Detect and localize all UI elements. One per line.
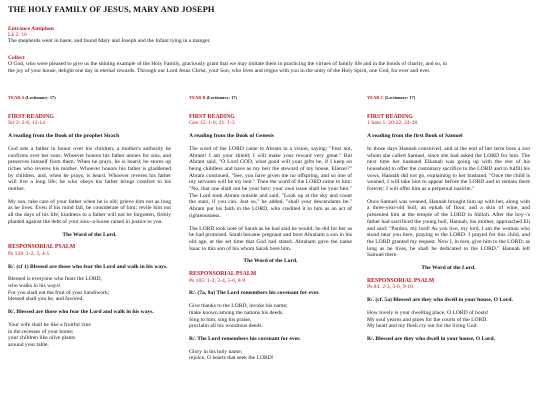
psalm-line: How lovely is your dwelling place, O LORD of hosts! — [367, 309, 489, 316]
column-year-a — [8, 95, 171, 355]
reading-paragraph: God sets a father in honor over his children; a mother's authority he confirms over her sons. Whoever honors his father atones for sins, and preserves himself from them. When he prays, he is heard; he stores up riches who reveres his mother. Whoever honors his father is gladdened by children, and, when he prays, is heard. Whoever reveres his father will live a long life; he who obeys his father brings comfort to his mother. — [8, 145, 171, 193]
psalm-line: Your wife shall be like a fruitful vine — [8, 321, 91, 328]
first-reading-label: FIRST READING — [8, 113, 54, 120]
psalm-response-repeat: R/. Blessed are they who dwell in your house, O Lord. — [367, 335, 495, 342]
collect-label: Collect — [8, 55, 25, 61]
psalm-line: your children like olive plants — [8, 335, 76, 342]
psalm-response-repeat: R/. Blessed are those who fear the Lord and walk in his ways. — [8, 309, 154, 316]
responsorial-label: RESPONSORIAL PSALM — [367, 277, 435, 284]
psalm-ref: Ps 128: 1-2, 3, 4-5 — [8, 250, 50, 257]
lectionary-label: (Lectionary: 17) — [384, 95, 416, 100]
psalm-ref: Ps 105: 1-2, 3-4, 5-6, 8-9 — [189, 277, 246, 284]
psalm-line: around your table. — [8, 341, 49, 348]
year-c-label: YEAR C — [367, 95, 384, 100]
column-year-c — [367, 95, 530, 349]
psalm-line: Glory in his holy name; — [189, 348, 243, 355]
responsorial-label: RESPONSORIAL PSALM — [8, 244, 76, 251]
entrance-text: The shepherds went in haste, and found Mary and Joseph and the Infant lying in a manger. — [8, 38, 211, 44]
first-reading-label: FIRST READING — [367, 113, 413, 120]
page-title: THE HOLY FAMILY OF JESUS, MARY AND JOSEPH — [8, 5, 215, 14]
entrance-label: Entrance Antiphon — [8, 26, 54, 32]
responsorial-label: RESPONSORIAL PSALM — [189, 271, 257, 278]
reading-ref: Sir 3: 2-6, 12-14 — [8, 120, 45, 127]
psalm-stanza — [8, 276, 171, 303]
reading-ref: Gen 15: 1-6; 21: 1-3 — [189, 120, 235, 127]
year-c-heading — [367, 95, 530, 102]
column-year-b — [189, 95, 352, 368]
psalm-stanza — [189, 349, 352, 362]
psalm-stanza — [8, 322, 171, 349]
collect — [8, 55, 536, 74]
psalm-line: My heart and my flesh cry out for the living God. — [367, 323, 478, 330]
psalm-line: Sing to him, sing his praise, — [189, 316, 252, 323]
reading-title: A reading from the first Book of Samuel — [367, 133, 463, 140]
psalm-line: proclaim all his wondrous deeds. — [189, 323, 263, 330]
collect-line-1: O God, who were pleased to give us the shining example of the Holy Family, graciously grant that we may imitate them in practicing the virtues of family life and in the bonds of charity, and so, in — [8, 61, 448, 67]
psalm-line: make known among the nations his deeds. — [189, 309, 284, 316]
psalm-line: rejoice, O hearts that seek the LORD! — [189, 355, 274, 362]
psalm-response: R/. (7a, 8a) The Lord remembers his covenant for ever. — [189, 290, 320, 297]
reading-paragraph: Once Samuel was weaned, Hannah brought him up with her, along with a three-year-old bull, an ephah of flour, and a skin of wine, and presented him at the temple of the LORD in Shiloh. After the boy¬'s father had sacrificed the young bull, Hannah, his mother, approached Eli and said: "Pardon, my lord! As you live, my lord, I am the woman who stood near you here, praying to the LORD. I prayed for this child, and the LORD granted my request. Now I, in turn, give him to the LORD; as long as he lives, he shall be dedicated to the LORD." Hannah left Samuel there. — [367, 198, 530, 259]
psalm-line: in the recesses of your home; — [8, 328, 74, 335]
psalm-response-repeat: R/. The Lord remembers his covenant for ever. — [189, 335, 301, 342]
word-of-lord: The Word of the Lord. — [243, 258, 298, 265]
reading-title: A reading from the Book of the prophet Sirach — [8, 133, 120, 140]
entrance-antiphon — [8, 26, 211, 45]
psalm-stanza — [189, 303, 352, 330]
psalm-line: My soul yearns and pines for the courts of the LORD. — [367, 316, 488, 323]
year-a-label: YEAR A — [8, 95, 25, 100]
psalm-line: Blessed is everyone who fears the LORD, — [8, 276, 102, 283]
psalm-line: who walks in his ways! — [8, 283, 61, 290]
reading-ref: 1 Sam 1: 20-22, 24-28 — [367, 120, 418, 127]
reading-title: A reading from the Book of Genesis — [189, 133, 274, 140]
word-of-lord: The Word of the Lord. — [62, 231, 117, 238]
psalm-ref: Ps 84: 2-3, 5-6, 9-10 — [367, 284, 413, 291]
psalm-response: R/. (cf. 5a) Blessed are they who dwell in your house, O Lord. — [367, 297, 513, 304]
reading-paragraph: My son, take care of your father when he is old; grieve him not as long as he lives. Even if his mind fail, be considerate of him; revile him not all the days of his life; kindness to a father will not be forgotten, firmly planted against the debt of your sins--a house raised in justice to you. — [8, 198, 171, 225]
lectionary-label: (Lectionary: 17) — [206, 95, 237, 100]
word-of-lord: The Word of the Lord. — [421, 265, 476, 272]
psalm-line: Give thanks to the LORD, invoke his name; — [189, 303, 288, 310]
lectionary-label: (Lectionary: 17) — [25, 95, 56, 100]
psalm-response: R/. (cf 1) Blessed are those who fear the Lord and walk in his ways. — [8, 263, 168, 270]
first-reading-label: FIRST READING — [189, 113, 235, 120]
reading-paragraph: In those days Hannah conceived, and at the end of her term bore a son whom she called Samuel, since she had asked the LORD for him. The next time her husband Elkanah was going up with the rest of his household to offer the customary sacrifice to the LORD and to fulfill his vows, Hannah did not go, explaining to her husband, "Once the child is weaned, I will take him to appear before the LORD and to remain there forever; I will offer him as a perpetual nazirite." — [367, 145, 530, 193]
entrance-ref: Lk 2: 16 — [8, 32, 27, 38]
year-b-heading — [189, 95, 352, 102]
readings-columns — [0, 95, 540, 405]
psalm-line: For you shall eat the fruit of your handiwork; — [8, 289, 110, 296]
psalm-stanza — [367, 310, 530, 330]
year-b-label: YEAR B — [189, 95, 206, 100]
reading-paragraph: The word of the LORD came to Abram in a vision, saying: "Fear not, Abram! I am your shield; I will make your reward very great." But Abram said, "O Lord GOD, what good will your gifts be, if I keep on being childless and have as my heir the steward of my house, Eliezer?" Abram continued, "See, you have given me no offspring, and so one of my servants will be my heir." Then the word of the LORD came to him: "No, that one shall not be your heir; your own issue shall be your heir." The Lord took Abram outside and said, "Look up at the sky and count the stars, if you can. Just so," he added, "shall your descendants be." Abram put his faith in the LORD, who credited it to him as an act of righteousness. — [189, 145, 352, 219]
reading-paragraph: The LORD took note of Sarah as he had said he would; he did for her as he had promised. Sarah became pregnant and bore Abraham a son in his old age, at the set time that God had stated. Abraham gave the name Isaac to this son of his whom Sarah bore him. — [189, 225, 352, 252]
psalm-line: blessed shall you be, and favored. — [8, 296, 84, 303]
collect-line-2: the joy of your house, delight one day in eternal rewards. Through our Lord Jesus Christ, your Son, who lives and reigns with you in the unity of the Holy Spirit, one God, for ever and ever. — [8, 67, 431, 74]
year-a-heading — [8, 95, 171, 102]
